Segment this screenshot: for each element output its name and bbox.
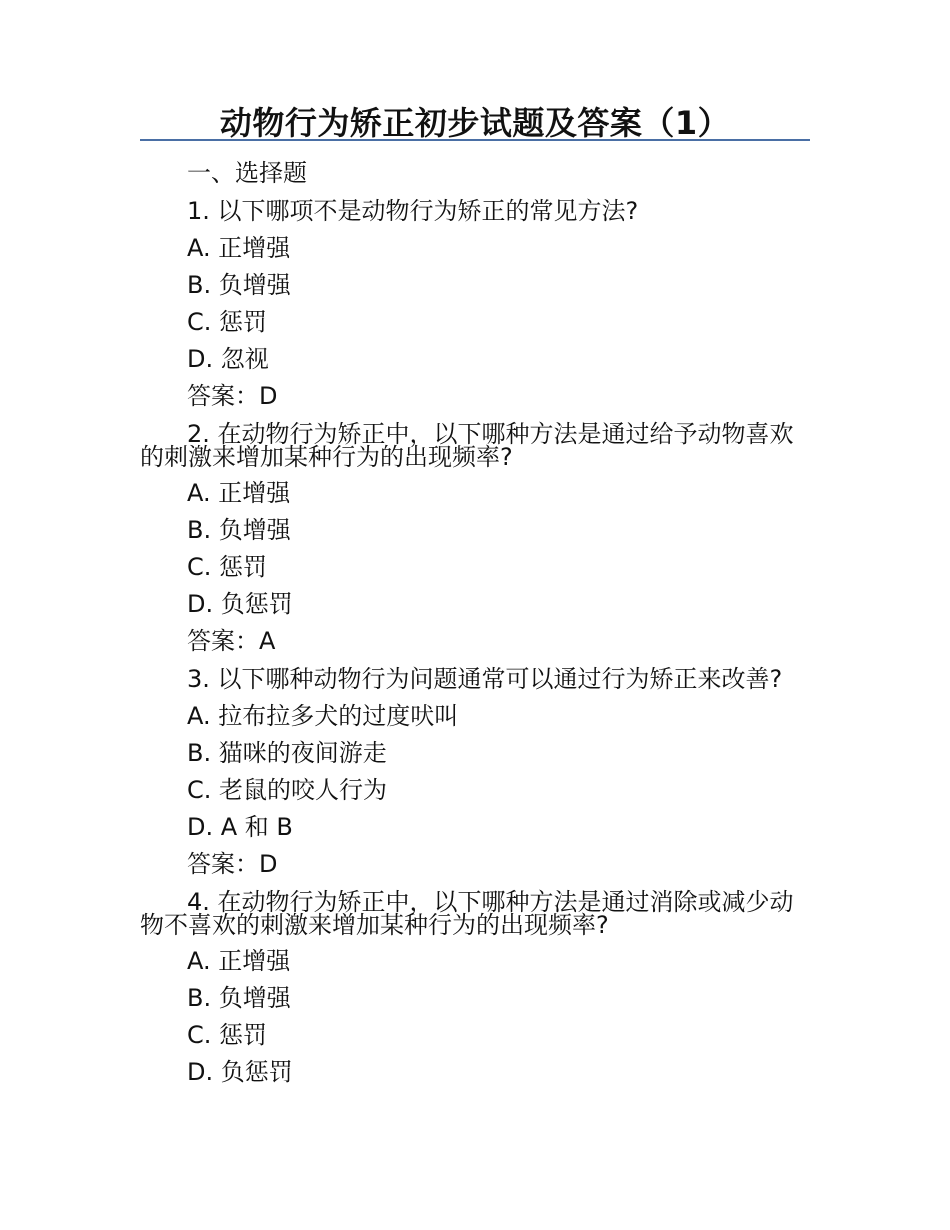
question-4-option-a: A. 正增强: [187, 947, 291, 975]
question-1-option-c: C. 惩罚: [187, 308, 268, 336]
question-1-stem: 1. 以下哪项不是动物行为矫正的常见方法?: [187, 197, 639, 225]
question-2-stem-line-1: 2. 在动物行为矫正中，以下哪种方法是通过给予动物喜欢: [187, 420, 794, 448]
question-3-option-a: A. 拉布拉多犬的过度吠叫: [187, 702, 459, 730]
question-4-stem: [140, 888, 810, 939]
question-2-option-a: A. 正增强: [187, 479, 291, 507]
question-4-option-b: B. 负增强: [187, 984, 291, 1012]
title-underline: [140, 139, 810, 141]
question-3-option-b: B. 猫咪的夜间游走: [187, 739, 387, 767]
question-4-option-d: D. 负惩罚: [187, 1058, 293, 1086]
question-2-option-d: D. 负惩罚: [187, 590, 293, 618]
section-heading: 一、选择题: [187, 159, 307, 187]
question-3-option-d: D. A 和 B: [187, 813, 293, 841]
question-2-stem-line-2: 的刺激来增加某种行为的出现频率?: [140, 443, 513, 471]
question-3-stem: 3. 以下哪种动物行为问题通常可以通过行为矫正来改善?: [187, 665, 783, 693]
question-4-stem-line-1: 4. 在动物行为矫正中，以下哪种方法是通过消除或减少动: [187, 888, 794, 916]
question-1-option-b: B. 负增强: [187, 271, 291, 299]
document-title: 动物行为矫正初步试题及答案（1）: [219, 104, 731, 142]
question-1-option-a: A. 正增强: [187, 234, 291, 262]
question-2-answer: 答案：A: [187, 627, 276, 655]
question-4-stem-line-2: 物不喜欢的刺激来增加某种行为的出现频率?: [140, 911, 609, 939]
question-3-answer: 答案：D: [187, 850, 278, 878]
question-2-option-b: B. 负增强: [187, 516, 291, 544]
question-1-answer: 答案：D: [187, 382, 278, 410]
question-4-option-c: C. 惩罚: [187, 1021, 268, 1049]
question-2-stem: [140, 420, 810, 471]
question-1-option-d: D. 忽视: [187, 345, 269, 373]
question-3-option-c: C. 老鼠的咬人行为: [187, 776, 388, 804]
question-2-option-c: C. 惩罚: [187, 553, 268, 581]
